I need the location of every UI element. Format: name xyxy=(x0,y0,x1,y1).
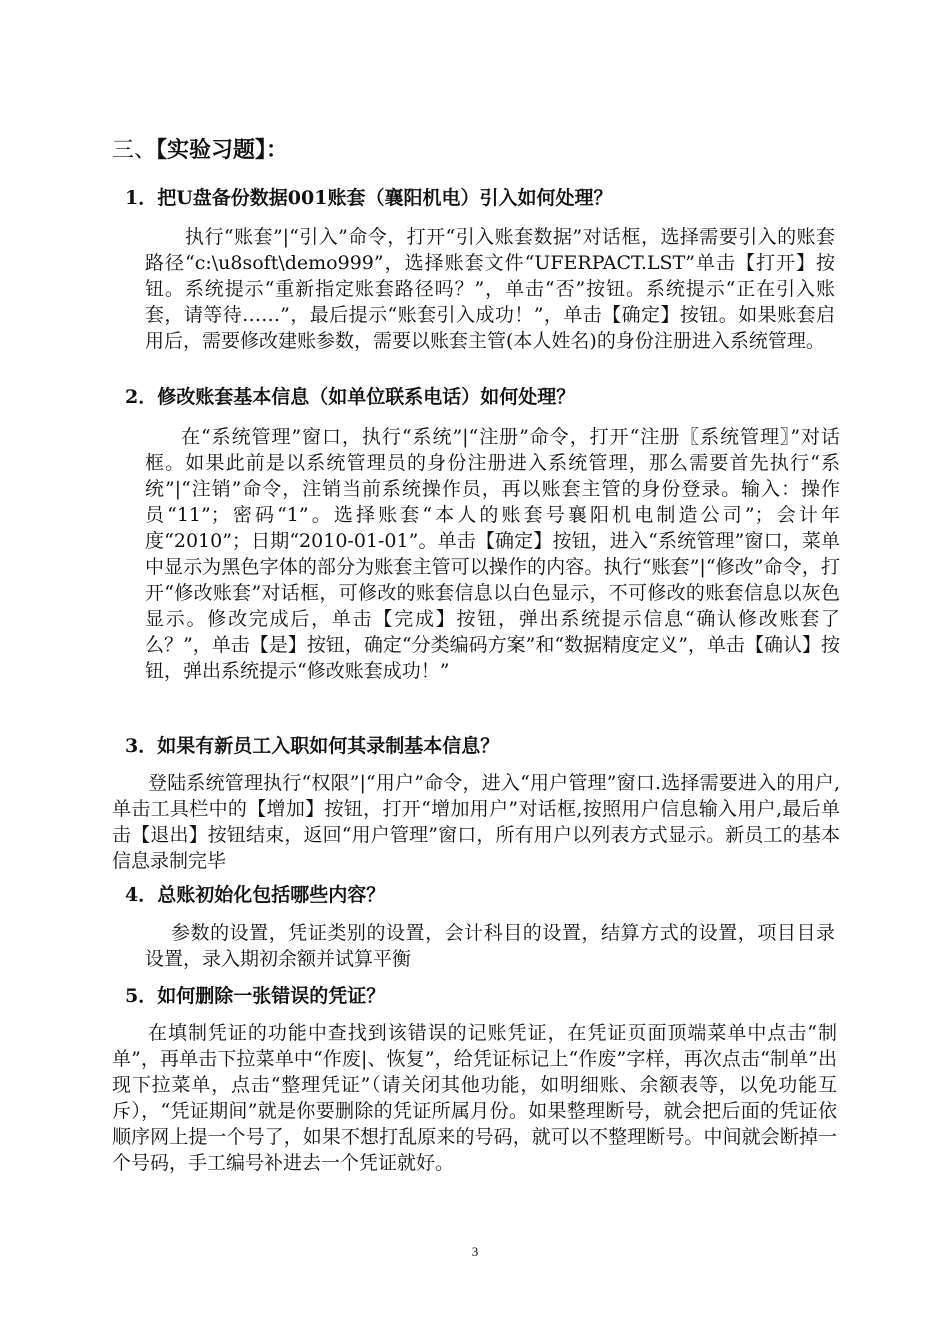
answer-5: 在填制凭证的功能中查找到该错误的记账凭证，在凭证页面顶端菜单中点击“制单”，再单击下拉菜单中“作废|、恢复”，给凭证标记上“作废”字样，再次点击“制单”出现下拉菜单，点击“整理凭证”（请关闭其他功能，如明细账、余额表等，以免功能互斥），“凭证期间”就是你要删除的凭证所属月份。如果整理断号，就会把后面的凭证依顺序网上提一个号了，如果不想打乱原来的号码，就可以不整理断号。中间就会断掉一个号码，手工编号补进去一个凭证就好。 xyxy=(112,1022,837,1174)
question-4: 4．总账初始化包括哪些内容？ xyxy=(125,884,386,906)
answer-1: 执行“账套”|“引入”命令，打开“引入账套数据”对话框，选择需要引入的账套路径“c:\u8soft\demo999”，选择账套文件“UFERPACT.LST”单击【打开】按钮。系统提示“重新指定账套路径吗？”，单击“否”按钮。系统提示“正在引入账套，请等待……”，最后提示“账套引入成功！”，单击【确定】按钮。如果账套启用后，需要修改建账参数，需要以账套主管(本人姓名)的身份注册进入系统管理。 xyxy=(145,226,835,352)
question-5: 5．如何删除一张错误的凭证？ xyxy=(125,985,386,1007)
question-2: 2．修改账套基本信息（如单位联系电话）如何处理？ xyxy=(125,386,576,408)
question-3: 3．如果有新员工入职如何其录制基本信息？ xyxy=(125,735,500,757)
question-1: 1．把U盘备份数据001账套（襄阳机电）引入如何处理？ xyxy=(125,187,613,209)
answer-4: 参数的设置，凭证类别的设置，会计科目的设置，结算方式的设置，项目目录设置，录入期初余额并试算平衡 xyxy=(145,922,835,970)
section-heading xyxy=(112,134,288,167)
page-number: 3 xyxy=(471,1244,479,1259)
answer-3: 登陆系统管理执行“权限”|“用户”命令，进入“用户管理”窗口.选择需要进入的用户,单击工具栏中的【增加】按钮，打开“增加用户”对话框,按照用户信息输入用户,最后单击【退出】按钮结束，返回“用户管理”窗口，所有用户以列表方式显示。新员工的基本信息录制完毕 xyxy=(112,772,840,872)
section-heading-prefix: 三、 xyxy=(112,138,157,163)
section-heading-title: 【实验习题】： xyxy=(156,137,289,163)
answer-2: 在“系统管理”窗口，执行“系统”|“注册”命令，打开“注册〖系统管理〗”对话框。如果此前是以系统管理员的身份注册进入系统管理，那么需要首先执行“系统”|“注销”命令，注销当前系统操作员，再以账套主管的身份登录。输入：操作员“11”；密码“1”。选择账套“本人的账套号襄阳机电制造公司”；会计年度“2010”；日期“2010-01-01”。单击【确定】按钮，进入“系统管理”窗口，菜单中显示为黑色字体的部分为账套主管可以操作的内容。执行“账套”|“修改”命令，打开“修改账套”对话框，可修改的账套信息以白色显示，不可修改的账套信息以灰色显示。修改完成后，单击【完成】按钮，弹出系统提示信息“确认修改账套了么？”，单击【是】按钮，确定“分类编码方案”和“数据精度定义”，单击【确认】按钮，弹出系统提示“修改账套成功！” xyxy=(145,426,840,682)
